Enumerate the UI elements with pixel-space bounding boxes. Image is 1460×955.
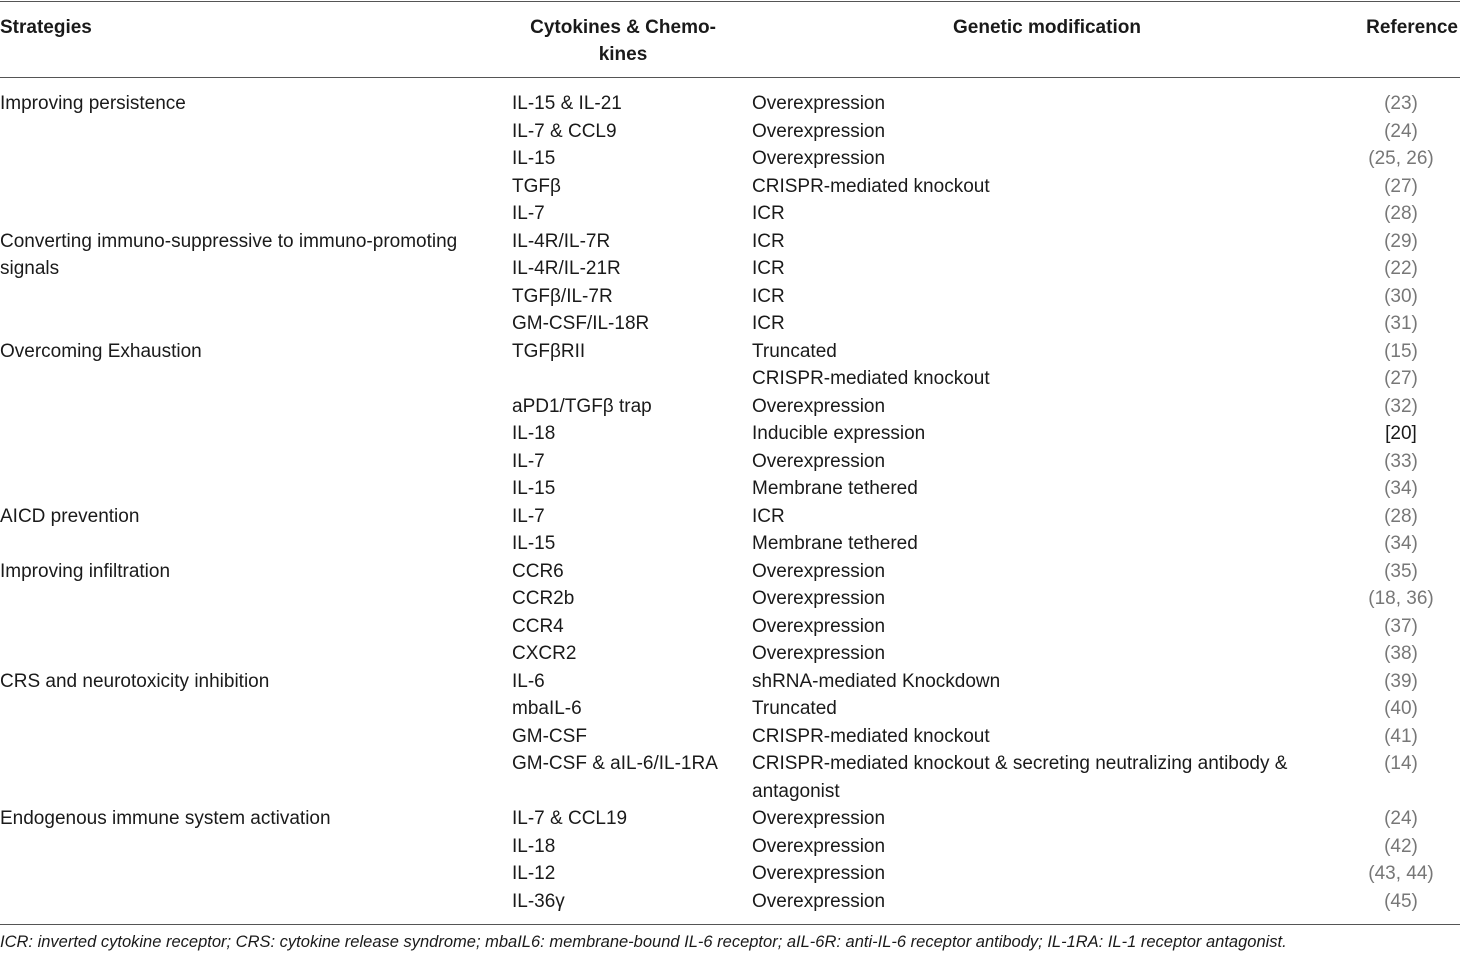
cytokine-cell: TGFβ/IL-7R (512, 285, 613, 307)
table-row (0, 365, 1460, 393)
reference-cell: (28) (1384, 505, 1418, 527)
reference-cell: (14) (1384, 753, 1418, 774)
cytokine-cell: IL-12 (512, 863, 556, 884)
table-row (0, 393, 1460, 421)
reference-cell: (43, 44) (1368, 863, 1434, 884)
table-bottom-rule (0, 924, 1460, 925)
reference-cell: (22) (1384, 258, 1418, 279)
modification-cell: ICR (752, 285, 785, 307)
cytokine-cell: IL-36γ (512, 890, 565, 912)
reference-cell: (32) (1384, 395, 1418, 417)
reference-cell: (35) (1384, 560, 1418, 582)
cytokine-cell: GM-CSF/IL-18R (512, 313, 650, 334)
strategy-cell: Overcoming Exhaustion (0, 340, 202, 362)
table-row (0, 585, 1460, 613)
cytokine-cell: GM-CSF (512, 725, 587, 747)
cytokine-cell: CCR6 (512, 560, 564, 582)
reference-cell: (28) (1384, 203, 1418, 224)
header-genetic-modification: Genetic modification (953, 17, 1141, 38)
reference-cell: (45) (1384, 890, 1418, 912)
modification-cell: ICR (752, 203, 785, 224)
reference-cell: (39) (1384, 670, 1418, 692)
strategy-cell: Improving infiltration (0, 560, 171, 582)
cytokine-cell: mbaIL-6 (512, 698, 582, 719)
header-strategies: Strategies (0, 17, 92, 38)
modification-cell: Overexpression (752, 148, 886, 169)
cytokine-cell: IL-7 (512, 505, 545, 527)
cytokine-cell: IL-18 (512, 835, 556, 857)
modification-cell: CRISPR-mediated knockout (752, 725, 990, 747)
cytokine-cell: CCR2b (512, 588, 575, 609)
modification-cell: Membrane tethered (752, 478, 918, 499)
table-row (0, 200, 1460, 228)
reference-cell: [20] (1385, 423, 1417, 444)
cytokine-cell: GM-CSF & aIL-6/IL-1RA (512, 753, 718, 774)
table-row (0, 530, 1460, 558)
modification-cell: Inducible expression (752, 423, 926, 444)
cytokine-cell: IL-18 (512, 423, 556, 444)
modification-cell: Overexpression (752, 890, 886, 912)
table-row (0, 310, 1460, 338)
reference-cell: (41) (1384, 725, 1418, 747)
modification-cell: Overexpression (752, 450, 886, 472)
header-reference: Reference (1366, 17, 1458, 38)
cytokine-cell: CXCR2 (512, 643, 577, 664)
reference-cell: (23) (1384, 93, 1418, 114)
reference-cell: (27) (1384, 368, 1418, 389)
modification-cell: Overexpression (752, 835, 886, 857)
modification-cell: Overexpression (752, 588, 886, 609)
reference-cell: (15) (1384, 340, 1418, 362)
table-row (0, 283, 1460, 311)
reference-cell: (40) (1384, 698, 1418, 719)
table-row (0, 338, 1460, 366)
reference-cell: (27) (1384, 175, 1418, 197)
cytokine-cell: TGFβRII (512, 340, 586, 362)
reference-cell: (18, 36) (1368, 588, 1434, 609)
reference-cell: (34) (1384, 533, 1418, 554)
cytokine-cell: IL-4R/IL-21R (512, 258, 621, 279)
table-row (0, 90, 1460, 118)
cytokine-cell: IL-7 (512, 450, 545, 472)
strategy-cell: AICD prevention (0, 505, 140, 527)
cytokine-cell: aPD1/TGFβ trap (512, 395, 652, 417)
modification-cell: Overexpression (752, 643, 886, 664)
modification-cell: Overexpression (752, 93, 886, 114)
cytokine-cell: IL-6 (512, 670, 545, 692)
modification-cell: Overexpression (752, 808, 886, 829)
modification-cell: shRNA-mediated Knockdown (752, 670, 1001, 692)
table-body (0, 90, 1460, 915)
modification-cell: Membrane tethered (752, 533, 918, 554)
table-row (0, 448, 1460, 476)
modification-cell: Overexpression (752, 863, 886, 884)
modification-cell: ICR (752, 505, 785, 527)
modification-cell: Overexpression (752, 615, 886, 637)
cytokine-cell: TGFβ (512, 175, 561, 197)
cytokine-cell: IL-7 & CCL9 (512, 120, 617, 142)
table-row (0, 173, 1460, 201)
table-footnote: ICR: inverted cytokine receptor; CRS: cytokine release syndrome; mbaIL6: membrane-bound IL-6 receptor; aIL-6R: anti-IL-6 receptor antibody; IL-1RA: IL-1 receptor antagonist. (0, 933, 1287, 951)
modification-cell: ICR (752, 230, 785, 252)
table-row (0, 888, 1460, 916)
table-row (0, 613, 1460, 641)
cytokine-cell: IL-15 & IL-21 (512, 93, 622, 114)
table-row (0, 695, 1460, 723)
cytokine-cell: CCR4 (512, 615, 564, 637)
table-row (0, 475, 1460, 503)
modification-cell: CRISPR-mediated knockout (752, 175, 990, 197)
cytokine-cell: IL-15 (512, 478, 556, 499)
modification-cell: Overexpression (752, 560, 886, 582)
table-row (0, 118, 1460, 146)
modification-cell: Overexpression (752, 120, 886, 142)
table-row (0, 805, 1460, 833)
table-row (0, 860, 1460, 888)
reference-cell: (25, 26) (1368, 148, 1434, 169)
reference-cell: (31) (1384, 313, 1418, 334)
header-rule (0, 77, 1460, 78)
modification-cell: ICR (752, 313, 785, 334)
reference-cell: (29) (1384, 230, 1418, 252)
table-row (0, 833, 1460, 861)
table-top-rule (0, 1, 1460, 2)
modification-cell: Truncated (752, 340, 837, 362)
reference-cell: (33) (1384, 450, 1418, 472)
modification-cell: CRISPR-mediated knockout (752, 368, 990, 389)
header-cytokines: Cytokines & Chemo-kines (530, 17, 716, 65)
table-row (0, 668, 1460, 696)
table-row (0, 558, 1460, 586)
reference-cell: (24) (1384, 808, 1418, 829)
cytokine-cell: IL-15 (512, 148, 556, 169)
table-row (0, 750, 1460, 805)
cytokine-cell: IL-4R/IL-7R (512, 230, 611, 252)
reference-cell: (42) (1384, 835, 1418, 857)
table-row (0, 640, 1460, 668)
table-row (0, 723, 1460, 751)
modification-cell: Overexpression (752, 395, 886, 417)
modification-cell: CRISPR-mediated knockout & secreting neutralizing antibody & antagonist (752, 753, 1288, 802)
table-row (0, 503, 1460, 531)
reference-cell: (37) (1384, 615, 1418, 637)
reference-cell: (24) (1384, 120, 1418, 142)
modification-cell: Truncated (752, 698, 837, 719)
strategy-cell: Improving persistence (0, 93, 186, 114)
modification-cell: ICR (752, 258, 785, 279)
table-row (0, 255, 1460, 283)
cytokine-cell: IL-7 (512, 203, 545, 224)
strategy-cell: CRS and neurotoxicity inhibition (0, 670, 270, 692)
reference-cell: (38) (1384, 643, 1418, 664)
strategy-cell: Endogenous immune system activation (0, 808, 331, 829)
table-row (0, 145, 1460, 173)
reference-cell: (30) (1384, 285, 1418, 307)
cytokine-cell: IL-15 (512, 533, 556, 554)
reference-cell: (34) (1384, 478, 1418, 499)
table-row (0, 420, 1460, 448)
cytokine-cell: IL-7 & CCL19 (512, 808, 628, 829)
strategy-cell: Converting immuno-suppressive to immuno-promoting signals (0, 230, 458, 279)
